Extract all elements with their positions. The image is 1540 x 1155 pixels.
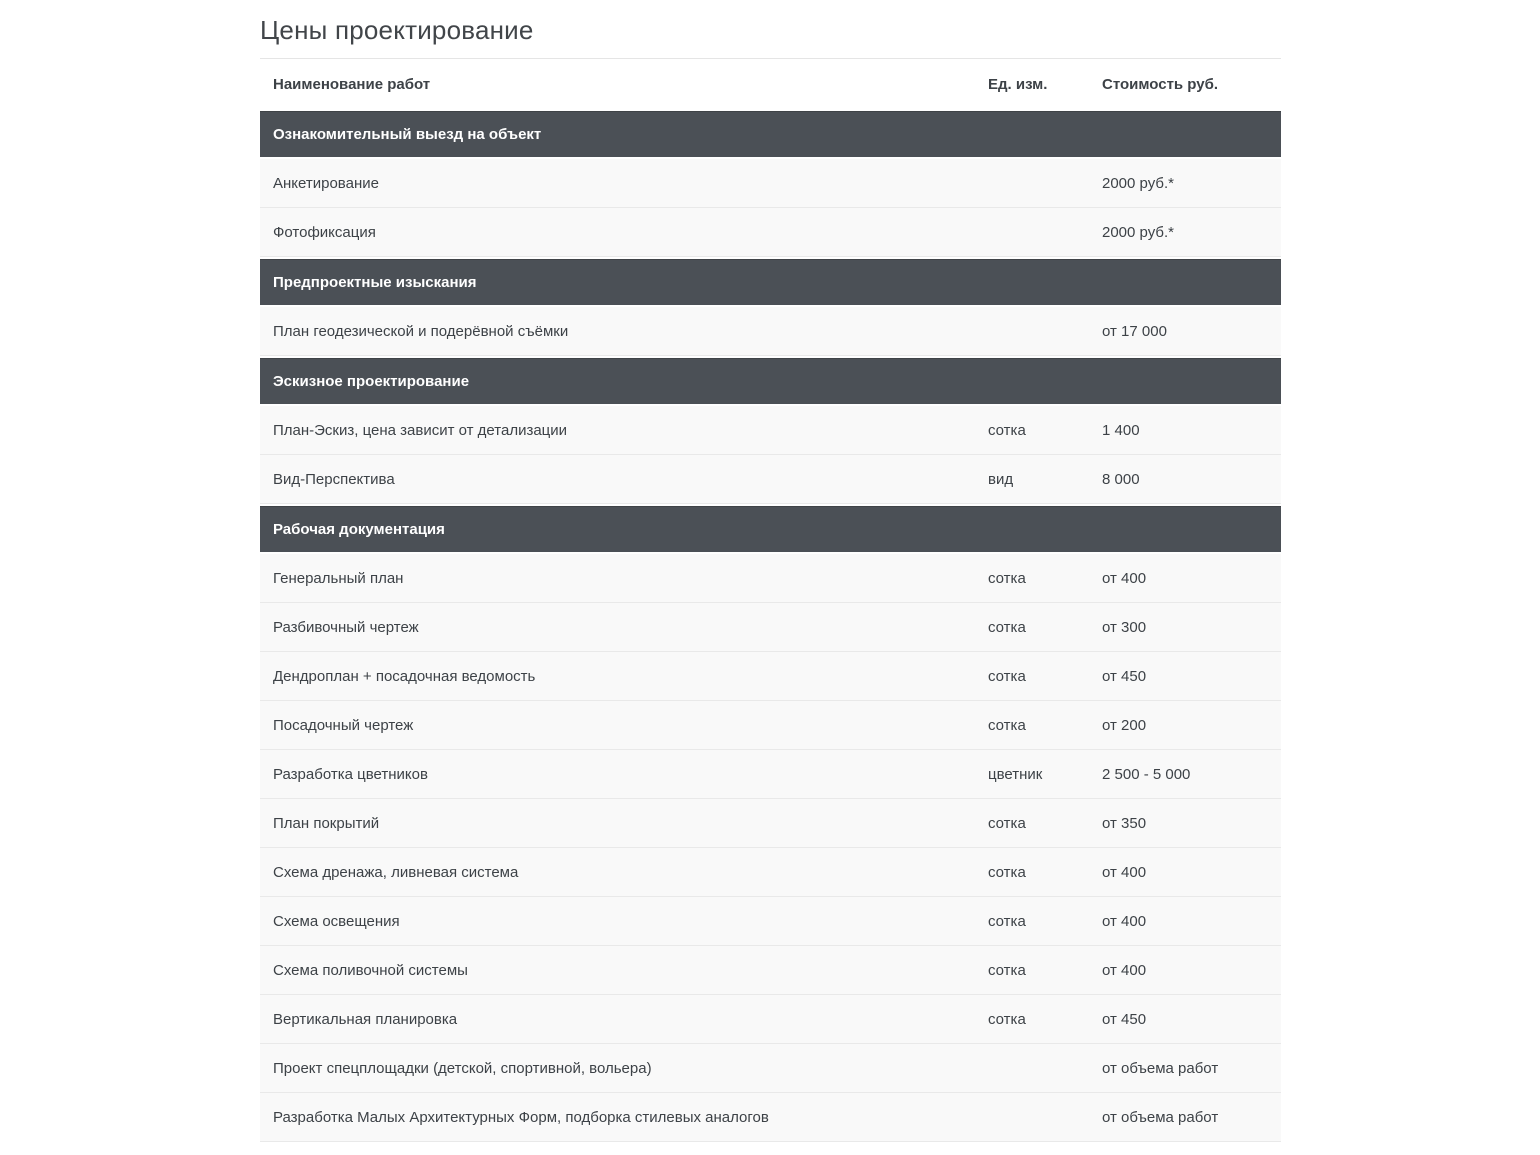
unit-cell: сотка	[988, 569, 1026, 587]
table-row	[260, 946, 1281, 995]
unit-cell: сотка	[988, 814, 1026, 832]
table-row	[260, 603, 1281, 652]
unit-cell: цветник	[988, 765, 1043, 783]
work-name-cell: План геодезической и подерёвной съёмки	[273, 322, 569, 340]
work-name-cell: Разработка Малых Архитектурных Форм, подборка стилевых аналогов	[273, 1108, 769, 1126]
column-header-price: Стоимость руб.	[1102, 75, 1219, 93]
unit-cell: сотка	[988, 1010, 1026, 1028]
table-row	[260, 307, 1281, 356]
table-row	[260, 799, 1281, 848]
table-row	[260, 554, 1281, 603]
unit-cell: сотка	[988, 863, 1026, 881]
work-name-cell: Посадочный чертеж	[273, 716, 414, 734]
work-name-cell: Генеральный план	[273, 569, 404, 587]
section-header: Эскизное проектирование	[260, 358, 1281, 404]
table-row	[260, 897, 1281, 946]
work-name-cell: Разработка цветников	[273, 765, 428, 783]
work-name-cell: Схема освещения	[273, 912, 400, 930]
work-name-cell: План-Эскиз, цена зависит от детализации	[273, 421, 568, 439]
table-row	[260, 750, 1281, 799]
table-row	[260, 848, 1281, 897]
column-header-work-name: Наименование работ	[273, 75, 431, 93]
price-cell: от 17 000	[1102, 322, 1167, 340]
unit-cell: сотка	[988, 912, 1026, 930]
unit-cell: сотка	[988, 716, 1026, 734]
price-cell: 2 500 - 5 000	[1102, 765, 1191, 783]
unit-cell: вид	[988, 470, 1014, 488]
price-cell: от объема работ	[1102, 1059, 1219, 1077]
price-cell: от 400	[1102, 961, 1147, 979]
unit-cell: сотка	[988, 667, 1026, 685]
price-cell: от объема работ	[1102, 1108, 1219, 1126]
price-cell: от 400	[1102, 569, 1147, 587]
price-cell: от 450	[1102, 667, 1147, 685]
price-cell: 2000 руб.*	[1102, 223, 1174, 241]
work-name-cell: Схема дренажа, ливневая система	[273, 863, 519, 881]
table-row	[260, 1093, 1281, 1142]
price-cell: 1 400	[1102, 421, 1140, 439]
table-row	[260, 455, 1281, 504]
price-cell: 2000 руб.*	[1102, 174, 1174, 192]
work-name-cell: Фотофиксация	[273, 223, 376, 241]
table-header-row	[260, 59, 1281, 109]
work-name-cell: Проект спецплощадки (детской, спортивной, вольера)	[273, 1059, 652, 1077]
price-cell: от 450	[1102, 1010, 1147, 1028]
price-cell: 8 000	[1102, 470, 1140, 488]
table-row	[260, 652, 1281, 701]
work-name-cell: Вертикальная планировка	[273, 1010, 458, 1028]
unit-cell: сотка	[988, 421, 1026, 439]
table-row	[260, 208, 1281, 257]
work-name-cell: Схема поливочной системы	[273, 961, 468, 979]
price-cell: от 300	[1102, 618, 1147, 636]
table-row	[260, 406, 1281, 455]
price-cell: от 350	[1102, 814, 1147, 832]
unit-cell: сотка	[988, 961, 1026, 979]
work-name-cell: Анкетирование	[273, 174, 379, 192]
unit-cell: сотка	[988, 618, 1026, 636]
table-row	[260, 1044, 1281, 1093]
table-row	[260, 701, 1281, 750]
work-name-cell: Дендроплан + посадочная ведомость	[273, 667, 536, 685]
pricing-table	[260, 58, 1281, 1142]
price-cell: от 400	[1102, 912, 1147, 930]
table-row	[260, 995, 1281, 1044]
work-name-cell: Вид-Перспектива	[273, 470, 395, 488]
work-name-cell: Разбивочный чертеж	[273, 618, 419, 636]
section-header: Рабочая документация	[260, 506, 1281, 552]
work-name-cell: План покрытий	[273, 814, 380, 832]
column-header-unit: Ед. изм.	[988, 75, 1048, 93]
section-header: Предпроектные изыскания	[260, 259, 1281, 305]
table-body	[260, 111, 1281, 1142]
table-row	[260, 159, 1281, 208]
section-header: Ознакомительный выезд на объект	[260, 111, 1281, 157]
page-title: Цены проектирование	[260, 15, 534, 45]
price-cell: от 200	[1102, 716, 1147, 734]
price-cell: от 400	[1102, 863, 1147, 881]
